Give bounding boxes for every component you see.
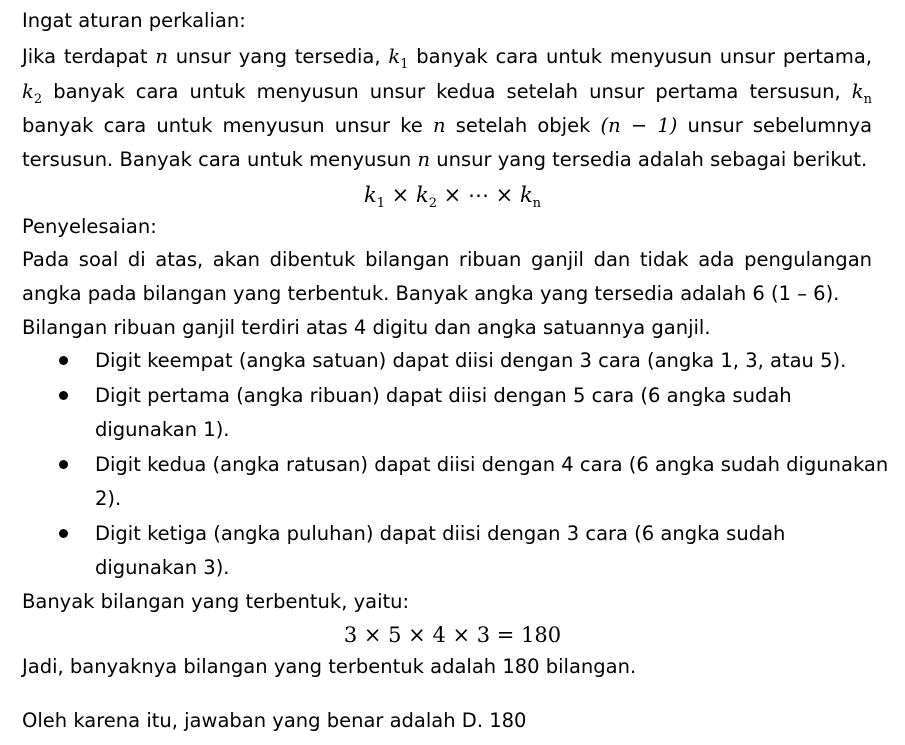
conclusion-text: Jadi, banyaknya bilangan yang terbentuk adalah 180 bilangan.	[22, 655, 637, 678]
rule-text: unsur sebelumnya	[687, 114, 873, 137]
solution-heading: Penyelesaian:	[22, 215, 157, 238]
formula-kn	[519, 183, 542, 211]
math-n: n	[432, 114, 446, 137]
math-subscript: n	[863, 92, 872, 107]
math-kn	[851, 80, 872, 107]
bullet-item-3-line-2: 2).	[95, 487, 122, 510]
bullet-item-4-line-1: Digit ketiga (angka puluhan) dapat diisi dengan 3 cara (6 angka sudah	[95, 522, 786, 545]
bullet-item-3-line-1: Digit kedua (angka ratusan) dapat diisi dengan 4 cara (6 angka sudah digunakan	[95, 453, 889, 476]
ellipsis-symbol: ⋯	[467, 183, 489, 207]
math-expression: (n − 1)	[600, 114, 678, 137]
math-k: k	[22, 80, 34, 103]
math-subscript: 1	[376, 196, 385, 211]
multiplication-rule-formula	[0, 178, 905, 212]
bullet-dot	[59, 529, 68, 538]
solution-line-1	[22, 243, 872, 277]
rule-text: unsur yang tersedia,	[175, 45, 381, 68]
final-answer: Oleh karena itu, jawaban yang benar adalah D. 180	[22, 709, 527, 732]
math-n: n	[417, 148, 431, 171]
math-subscript: 2	[428, 196, 437, 211]
solution-line-3: Bilangan ribuan ganjil terdiri atas 4 digitu dan angka satuannya ganjil.	[22, 316, 711, 339]
solution-text: Pada soal di atas, akan dibentuk bilangan ribuan ganjil dan tidak ada pengulangan	[22, 248, 872, 271]
times-symbol: ×	[495, 183, 514, 207]
bullet-item-2-line-1: Digit pertama (angka ribuan) dapat diisi dengan 5 cara (6 angka sudah	[95, 384, 792, 407]
result-equation: 3 × 5 × 4 × 3 = 180	[343, 623, 562, 647]
times-symbol: ×	[391, 183, 410, 207]
rule-text: tersusun. Banyak cara untuk menyusun	[22, 148, 412, 171]
rule-line-3	[22, 109, 872, 143]
math-k2	[22, 80, 43, 107]
math-k: k	[363, 183, 377, 207]
rule-line-2	[22, 75, 872, 109]
math-subscript: 2	[33, 92, 43, 107]
bullet-item-4-line-2: digunakan 3).	[95, 556, 230, 579]
rule-text: banyak cara untuk menyusun unsur pertama,	[416, 45, 872, 68]
math-n: n	[155, 45, 168, 68]
bullet-dot	[59, 460, 68, 469]
math-subscript: n	[532, 196, 542, 211]
bullet-item-2-line-2: digunakan 1).	[95, 418, 230, 441]
count-intro: Banyak bilangan yang terbentuk, yaitu:	[22, 590, 410, 613]
bullet-item-1-line-1: Digit keempat (angka satuan) dapat diisi dengan 3 cara (angka 1, 3, atau 5).	[95, 349, 847, 372]
rule-text: unsur yang tersedia adalah sebagai berikut.	[436, 148, 868, 171]
bullet-dot	[59, 391, 68, 400]
formula-k2	[415, 183, 437, 211]
rule-text: banyak cara untuk menyusun unsur kedua setelah unsur pertama tersusun,	[53, 80, 841, 103]
rule-text: Jika terdapat	[22, 45, 148, 68]
formula-k1	[363, 183, 385, 211]
rule-text: setelah objek	[455, 114, 591, 137]
rule-line-1	[22, 40, 872, 74]
math-subscript: 1	[400, 57, 409, 72]
rule-line-4	[22, 143, 872, 177]
rule-text: banyak cara untuk menyusun unsur ke	[22, 114, 423, 137]
bullet-dot	[59, 356, 68, 365]
math-k: k	[851, 80, 864, 103]
math-k: k	[519, 183, 533, 207]
math-k1	[388, 45, 409, 72]
math-k: k	[415, 183, 429, 207]
times-symbol: ×	[443, 183, 462, 207]
rule-heading: Ingat aturan perkalian:	[22, 9, 246, 32]
math-k: k	[388, 45, 401, 68]
solution-line-2: angka pada bilangan yang terbentuk. Banyak angka yang tersedia adalah 6 (1 – 6).	[22, 282, 840, 305]
